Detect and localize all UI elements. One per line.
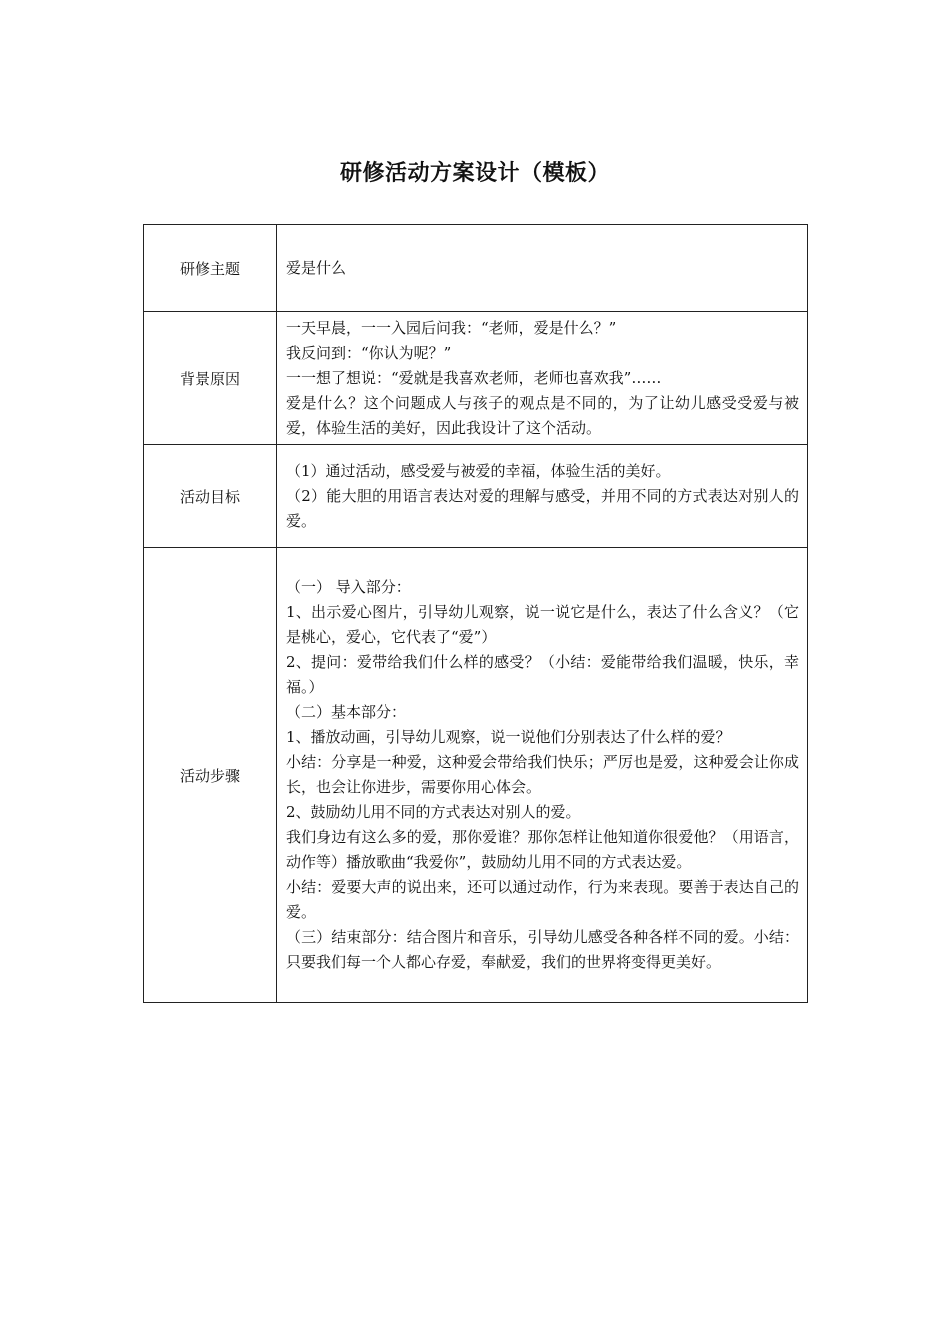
- table-row-background: [144, 312, 808, 445]
- background-line: 一一想了想说：“爱就是我喜欢老师，老师也喜欢我”……: [286, 368, 662, 387]
- step-line: 2、提问：爱带给我们什么样的感受？（小结：爱能带给我们温暖，快乐，幸福。）: [286, 653, 799, 696]
- goal-line: （1）通过活动，感受爱与被爱的幸福，体验生活的美好。: [286, 461, 671, 480]
- table-row-steps: [144, 548, 808, 1003]
- step-line: 2、鼓励幼儿用不同的方式表达对别人的爱。: [286, 803, 581, 821]
- background-line: 我反问到：“你认为呢？”: [286, 343, 452, 362]
- background-line: 爱是什么？这个问题成人与孩子的观点是不同的，为了让幼儿感受受爱与被爱，体验生活的美好，因此我设计了这个活动。: [286, 393, 799, 437]
- step-line: （三）结束部分：结合图片和音乐，引导幼儿感受各种各样不同的爱。小结：只要我们每一个人都心存爱，奉献爱，我们的世界将变得更美好。: [286, 928, 799, 971]
- activity-plan-table: [143, 224, 808, 1003]
- theme-value-cell: [277, 225, 808, 312]
- step-line: 小结：分享是一种爱，这种爱会带给我们快乐；严厉也是爱，这种爱会让你成长，也会让你进步，需要你用心体会。: [286, 753, 799, 796]
- step-line: 1、播放动画，引导幼儿观察，说一说他们分别表达了什么样的爱？: [286, 728, 731, 746]
- table-row-goals: [144, 445, 808, 548]
- goals-content: [277, 445, 808, 548]
- step-line: 小结：爱要大声的说出来，还可以通过动作，行为来表现。要善于表达自己的爱。: [286, 878, 799, 921]
- background-line: 一天早晨，一一入园后问我：“老师，爱是什么？”: [286, 318, 617, 337]
- table-row-theme: [144, 225, 808, 312]
- document-title: 研修活动方案设计（模板）: [339, 160, 610, 186]
- goal-line: （2）能大胆的用语言表达对爱的理解与感受，并用不同的方式表达对别人的爱。: [286, 486, 799, 530]
- background-content: [277, 312, 808, 445]
- step-line: （一） 导入部分：: [286, 578, 411, 596]
- theme-label: 研修主题: [144, 225, 277, 312]
- theme-value: 爱是什么: [286, 258, 347, 277]
- steps-content: [277, 548, 808, 1003]
- step-line: （二）基本部分：: [286, 703, 407, 721]
- steps-label: 活动步骤: [144, 548, 277, 1003]
- goals-label: 活动目标: [144, 445, 277, 548]
- step-line: 1、出示爱心图片，引导幼儿观察，说一说它是什么，表达了什么含义？（它是桃心，爱心，它代表了“爱”）: [286, 603, 799, 646]
- step-line: 我们身边有这么多的爱，那你爱谁？那你怎样让他知道你很爱他？（用语言，动作等）播放歌曲“我爱你”，鼓励幼儿用不同的方式表达爱。: [286, 828, 799, 871]
- background-label: 背景原因: [144, 312, 277, 445]
